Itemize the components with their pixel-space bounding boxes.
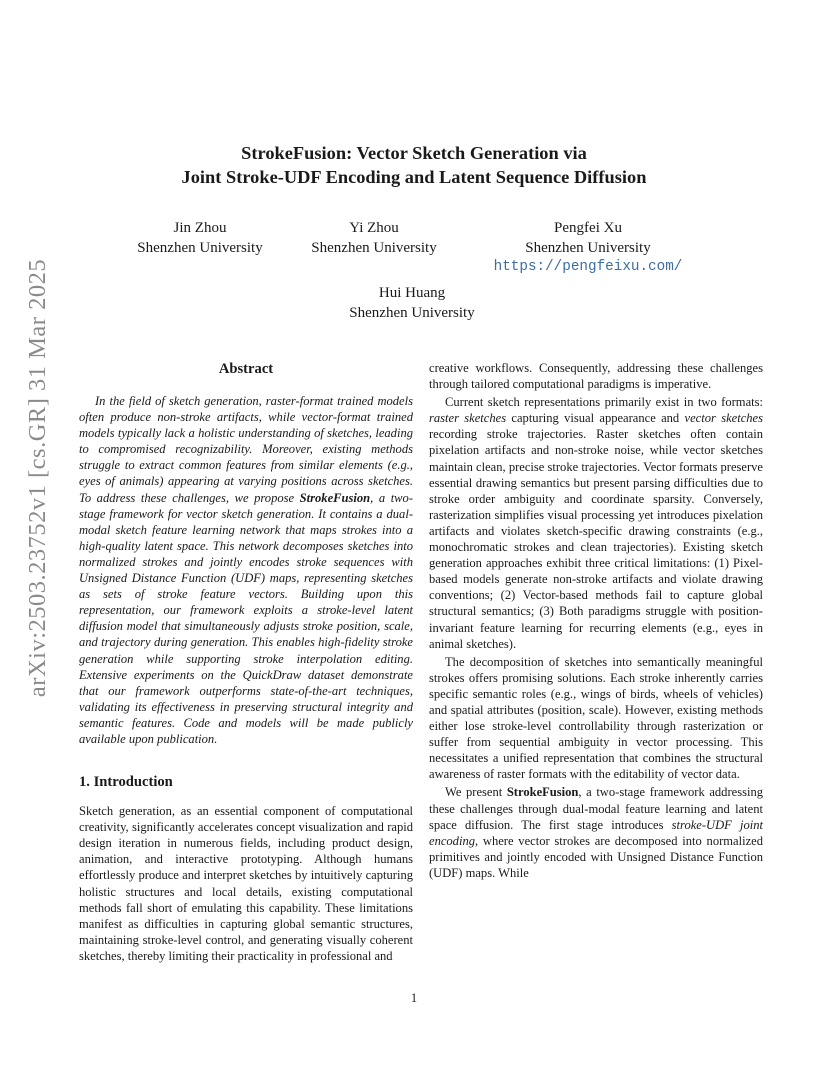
author-name: Hui Huang	[378, 285, 446, 301]
page-number: 1	[410, 991, 418, 1005]
title-line-2: Joint Stroke-UDF Encoding and Latent Sequence Diffusion	[181, 167, 647, 187]
intro-paragraph-3: The decomposition of sketches into semantically meaningful strokes offers promising solutions. Each stroke inherently carries specific semantic roles (e.g., wings of birds, wheels of vehicles) and spatial attributes (position, scale). However, existing methods either lose stroke-level controllability through rasterization or suffer from sequential ambiguity in vector processing. This necessitates a unified representation that combines the structural awareness of raster formats with the editability of vector data.	[429, 654, 763, 782]
abstract-heading: Abstract	[218, 361, 274, 377]
intro-paragraph-1-continued: creative workflows. Consequently, addressing these challenges through tailored computational paradigms is imperative.	[429, 361, 763, 392]
author-affiliation: Shenzhen University	[525, 239, 651, 256]
left-column	[79, 360, 413, 964]
author-affiliation: Shenzhen University	[137, 239, 263, 256]
section-heading-introduction: 1. Introduction	[79, 774, 173, 791]
author-name: Pengfei Xu	[554, 220, 622, 236]
author-block-1	[120, 219, 280, 258]
abstract-text: In the field of sketch generation, raster-format trained models often produce non-stroke artifacts, while vector-format trained models typically lack a holistic understanding of sketches, leading to compromised recognizability. Moreover, existing methods struggle to extract common features from similar elements (e.g., eyes of animals) appearing at varying positions across sketches. To address these challenges, we propose StrokeFusion, a two-stage framework for vector sketch generation. It contains a dual-modal sketch feature learning network that maps strokes into a high-quality latent space. This network decomposes sketches into normalized strokes and jointly encodes stroke sequences with Unsigned Distance Function (UDF) maps, representing sketches as sets of stroke feature vectors. Building upon this representation, our framework exploits a stroke-level latent diffusion model that simultaneously adjusts stroke position, scale, and trajectory during generation. This enables high-fidelity stroke generation while supporting stroke interpolation editing. Extensive experiments on the QuickDraw dataset demonstrate that our framework outperforms state-of-the-art techniques, validating its effectiveness in preserving structural integrity and semantic features. Code and models will be made publicly available upon publication.	[79, 394, 413, 746]
author-affiliation: Shenzhen University	[311, 239, 437, 256]
author-block-2	[294, 219, 454, 258]
arxiv-identifier-text: arXiv:2503.23752v1 [cs.GR] 31 Mar 2025	[24, 258, 51, 698]
author-name: Yi Zhou	[349, 220, 399, 236]
author-block-4	[312, 284, 512, 323]
method-name: StrokeFusion	[506, 785, 579, 800]
author-block-3	[468, 219, 708, 278]
intro-paragraph-2: Current sketch representations primarily exist in two formats: raster sketches capturing visual appearance and vector sketches recording stroke trajectories. Raster sketches often contain pixelation artifacts and non-stroke noise, while vector sketches maintain clean, precise stroke trajectories. Vector formats preserve essential drawing semantics but present parsing difficulties due to stroke order ambiguity and coordinate sparsity. Conversely, rasterization simplifies visual processing yet introduces pixelation artifacts and violates sketch-specific drawing constraints (e.g., monochromatic strokes and clean trajectories). Existing sketch generation approaches exhibit three critical limitations: (1) Pixel-based models generate non-stroke artifacts and violate drawing conventions; (2) Vector-based methods fail to capture global structural semantics; (3) Both paradigms struggle with position-invariant feature learning for recurring elements (e.g., eyes in animal sketches).	[429, 395, 763, 651]
author-name: Jin Zhou	[173, 220, 227, 236]
author-homepage-link[interactable]: https://pengfeixu.com/	[493, 259, 683, 275]
author-affiliation: Shenzhen University	[349, 304, 475, 321]
method-name: StrokeFusion	[299, 490, 371, 505]
title-line-1: StrokeFusion: Vector Sketch Generation via	[241, 143, 587, 163]
intro-paragraph-4: We present StrokeFusion, a two-stage framework addressing these challenges through dual-modal feature learning and latent space diffusion. The first stage introduces stroke-UDF joint encoding, where vector strokes are decomposed into normalized primitives and jointly encoded with Unsigned Distance Function (UDF) maps. While	[429, 785, 763, 880]
intro-paragraph-1: Sketch generation, as an essential component of computational creativity, significantly accelerates concept visualization and rapid design iteration in numerous fields, including product design, animation, and interactive prototyping. Although humans effortlessly produce and interpret sketches by intuitively capturing holistic structures and local details, existing computational methods fall short of emulating this capability. These limitations manifest as difficulties in capturing global semantic structures, maintaining stroke-level control, and generating visually coherent sketches, thereby limiting their practicality in professional and	[79, 804, 413, 963]
right-column	[429, 360, 763, 881]
paper-title	[110, 141, 718, 189]
